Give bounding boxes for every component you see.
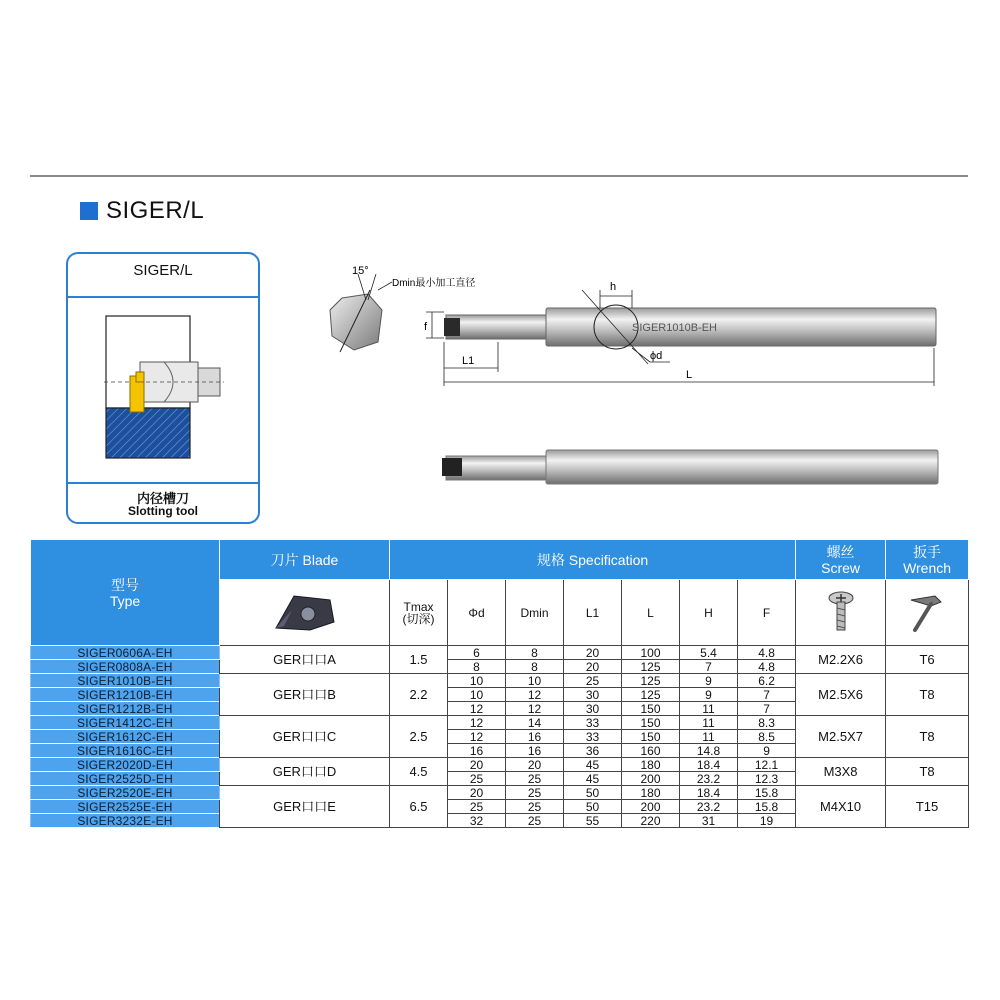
- l1-cell: 50: [564, 786, 622, 800]
- card-divider-bottom: [68, 482, 258, 484]
- wrench-cell: T6: [886, 646, 969, 674]
- phi-d-cell: 16: [448, 744, 506, 758]
- wrench-cell: T15: [886, 786, 969, 828]
- col-wrench: [886, 540, 969, 580]
- dmin-cell: 12: [506, 688, 564, 702]
- screw-cell: M2.5X6: [796, 674, 886, 716]
- col-spec: 规格 Specification: [390, 540, 796, 580]
- l-cell: 180: [622, 786, 680, 800]
- l-cell: 125: [622, 660, 680, 674]
- wrench-cell: T8: [886, 674, 969, 716]
- section-title: [80, 196, 204, 226]
- f-cell: 19: [738, 814, 796, 828]
- h-label: h: [610, 281, 617, 293]
- dmin-label: Dmin最小加工直径: [392, 278, 476, 289]
- blade-cell: GER口口C: [220, 716, 390, 758]
- h-cell: 11: [680, 716, 738, 730]
- dmin-cell: 14: [506, 716, 564, 730]
- h-cell: 31: [680, 814, 738, 828]
- type-cell: SIGER1612C-EH: [31, 730, 220, 744]
- spec-table-body: [31, 646, 969, 828]
- phi-d-cell: 10: [448, 674, 506, 688]
- table-row: [31, 716, 969, 730]
- l1-cell: 45: [564, 758, 622, 772]
- side-view: [424, 281, 936, 386]
- h-cell: 11: [680, 730, 738, 744]
- type-cell: SIGER1212B-EH: [31, 702, 220, 716]
- tmax-header-label: Tmax: [403, 599, 434, 614]
- tmax-cell: 2.2: [390, 674, 448, 716]
- phi-d-header: Φd: [448, 580, 506, 646]
- phi-d-cell: 12: [448, 730, 506, 744]
- blade-cell: GER口口E: [220, 786, 390, 828]
- dmin-cell: 20: [506, 758, 564, 772]
- l1-cell: 33: [564, 716, 622, 730]
- dmin-cell: 8: [506, 660, 564, 674]
- dmin-header: Dmin: [506, 580, 564, 646]
- f-cell: 12.3: [738, 772, 796, 786]
- wrench-cell: T8: [886, 758, 969, 786]
- h-cell: 7: [680, 660, 738, 674]
- tmax-cell: 4.5: [390, 758, 448, 786]
- col-screw: [796, 540, 886, 580]
- blade-cell: GER口口B: [220, 674, 390, 716]
- dmin-cell: 25: [506, 772, 564, 786]
- f-cell: 12.1: [738, 758, 796, 772]
- l-cell: 150: [622, 716, 680, 730]
- tmax-cell: 2.5: [390, 716, 448, 758]
- slotting-schematic: [104, 312, 224, 462]
- bar-marking: SIGER1010B-EH: [632, 322, 717, 334]
- dmin-cell: 16: [506, 744, 564, 758]
- col-blade: 刀片 Blade: [220, 540, 390, 580]
- h-cell: 9: [680, 688, 738, 702]
- h-header: H: [680, 580, 738, 646]
- dmin-cell: 8: [506, 646, 564, 660]
- h-cell: 14.8: [680, 744, 738, 758]
- type-cell: SIGER1210B-EH: [31, 688, 220, 702]
- h-cell: 18.4: [680, 786, 738, 800]
- blade-insert-icon: [270, 590, 340, 634]
- screw-cell: M4X10: [796, 786, 886, 828]
- f-cell: 4.8: [738, 646, 796, 660]
- table-row: [31, 674, 969, 688]
- type-cell: SIGER1010B-EH: [31, 674, 220, 688]
- tool-drawing: [320, 260, 960, 500]
- l-cell: 150: [622, 730, 680, 744]
- l1-label: L1: [462, 355, 475, 367]
- l1-cell: 50: [564, 800, 622, 814]
- phi-d-cell: 8: [448, 660, 506, 674]
- phi-d-cell: 25: [448, 800, 506, 814]
- f-cell: 15.8: [738, 800, 796, 814]
- card-divider-top: [68, 296, 258, 298]
- section-title-text: SIGER/L: [106, 197, 205, 224]
- f-label: f: [424, 321, 428, 333]
- dmin-cell: 10: [506, 674, 564, 688]
- f-cell: 15.8: [738, 786, 796, 800]
- dmin-cell: 25: [506, 814, 564, 828]
- h-cell: 5.4: [680, 646, 738, 660]
- l-cell: 200: [622, 800, 680, 814]
- l1-header: L1: [564, 580, 622, 646]
- h-cell: 23.2: [680, 772, 738, 786]
- l1-cell: 45: [564, 772, 622, 786]
- phi-d-cell: 12: [448, 702, 506, 716]
- tmax-cell: 1.5: [390, 646, 448, 674]
- type-header-cn: 型号: [111, 576, 139, 593]
- l1-cell: 20: [564, 646, 622, 660]
- phi-d-cell: 12: [448, 716, 506, 730]
- card-caption-cn: 内径槽刀: [136, 491, 189, 506]
- card-title: SIGER/L: [133, 262, 193, 279]
- phi-d-cell: 32: [448, 814, 506, 828]
- f-cell: 9: [738, 744, 796, 758]
- h-cell: 23.2: [680, 800, 738, 814]
- f-cell: 4.8: [738, 660, 796, 674]
- type-cell: SIGER0808A-EH: [31, 660, 220, 674]
- type-cell: SIGER0606A-EH: [31, 646, 220, 660]
- card-caption-en: Slotting tool: [128, 504, 198, 518]
- l-cell: 150: [622, 702, 680, 716]
- type-cell: SIGER1616C-EH: [31, 744, 220, 758]
- l1-cell: 55: [564, 814, 622, 828]
- screw-cell: M2.5X7: [796, 716, 886, 758]
- l-cell: 125: [622, 688, 680, 702]
- blade-image-cell: [220, 580, 390, 646]
- l1-cell: 25: [564, 674, 622, 688]
- l1-cell: 20: [564, 660, 622, 674]
- tmax-cell: 6.5: [390, 786, 448, 828]
- f-cell: 7: [738, 688, 796, 702]
- h-cell: 18.4: [680, 758, 738, 772]
- dmin-cell: 25: [506, 786, 564, 800]
- screw-header-cn: 螺丝: [826, 543, 855, 560]
- phi-d-cell: 10: [448, 688, 506, 702]
- screw-icon: [826, 590, 856, 634]
- phi-d-cell: 25: [448, 772, 506, 786]
- f-cell: 8.5: [738, 730, 796, 744]
- table-row: [31, 646, 969, 660]
- tmax-header-cn: (切深): [402, 611, 435, 626]
- wrench-header-cn: 扳手: [913, 543, 942, 560]
- type-cell: SIGER3232E-EH: [31, 814, 220, 828]
- l-cell: 125: [622, 674, 680, 688]
- l-cell: 200: [622, 772, 680, 786]
- type-cell: SIGER1412C-EH: [31, 716, 220, 730]
- blue-square-icon: [80, 202, 98, 220]
- wrench-cell: T8: [886, 716, 969, 758]
- l1-cell: 30: [564, 688, 622, 702]
- phi-d-cell: 20: [448, 786, 506, 800]
- col-type: [31, 540, 220, 646]
- dmin-cell: 25: [506, 800, 564, 814]
- screw-cell: M2.2X6: [796, 646, 886, 674]
- tool-type-card: [66, 252, 260, 524]
- table-row: [31, 758, 969, 772]
- screw-header-en: Screw: [821, 559, 861, 576]
- f-cell: 7: [738, 702, 796, 716]
- l-cell: 220: [622, 814, 680, 828]
- f-cell: 6.2: [738, 674, 796, 688]
- type-header-en: Type: [109, 592, 141, 609]
- f-header: F: [738, 580, 796, 646]
- dmin-cell: 16: [506, 730, 564, 744]
- screw-cell: M3X8: [796, 758, 886, 786]
- l-cell: 100: [622, 646, 680, 660]
- wrench-image-cell: [886, 580, 969, 646]
- f-cell: 8.3: [738, 716, 796, 730]
- type-cell: SIGER2020D-EH: [31, 758, 220, 772]
- tmax-header: [390, 580, 448, 646]
- phi-d-cell: 6: [448, 646, 506, 660]
- l1-cell: 33: [564, 730, 622, 744]
- phi-d-label: ϕd: [650, 350, 663, 362]
- l1-cell: 36: [564, 744, 622, 758]
- l-cell: 160: [622, 744, 680, 758]
- wrench-header-en: Wrench: [903, 559, 952, 576]
- blade-cell: GER口口A: [220, 646, 390, 674]
- h-cell: 11: [680, 702, 738, 716]
- l-cell: 180: [622, 758, 680, 772]
- type-cell: SIGER2520E-EH: [31, 786, 220, 800]
- l-header: L: [622, 580, 680, 646]
- dmin-cell: 12: [506, 702, 564, 716]
- phi-d-cell: 20: [448, 758, 506, 772]
- table-row: [31, 786, 969, 800]
- type-cell: SIGER2525D-EH: [31, 772, 220, 786]
- l1-cell: 30: [564, 702, 622, 716]
- tool-photo: [442, 450, 938, 484]
- l-label: L: [686, 369, 693, 381]
- blade-cell: GER口口D: [220, 758, 390, 786]
- wrench-icon: [905, 590, 949, 634]
- top-divider: [30, 175, 968, 177]
- spec-table: [30, 539, 969, 828]
- h-cell: 9: [680, 674, 738, 688]
- type-cell: SIGER2525E-EH: [31, 800, 220, 814]
- screw-image-cell: [796, 580, 886, 646]
- angle-label: 15°: [352, 265, 369, 277]
